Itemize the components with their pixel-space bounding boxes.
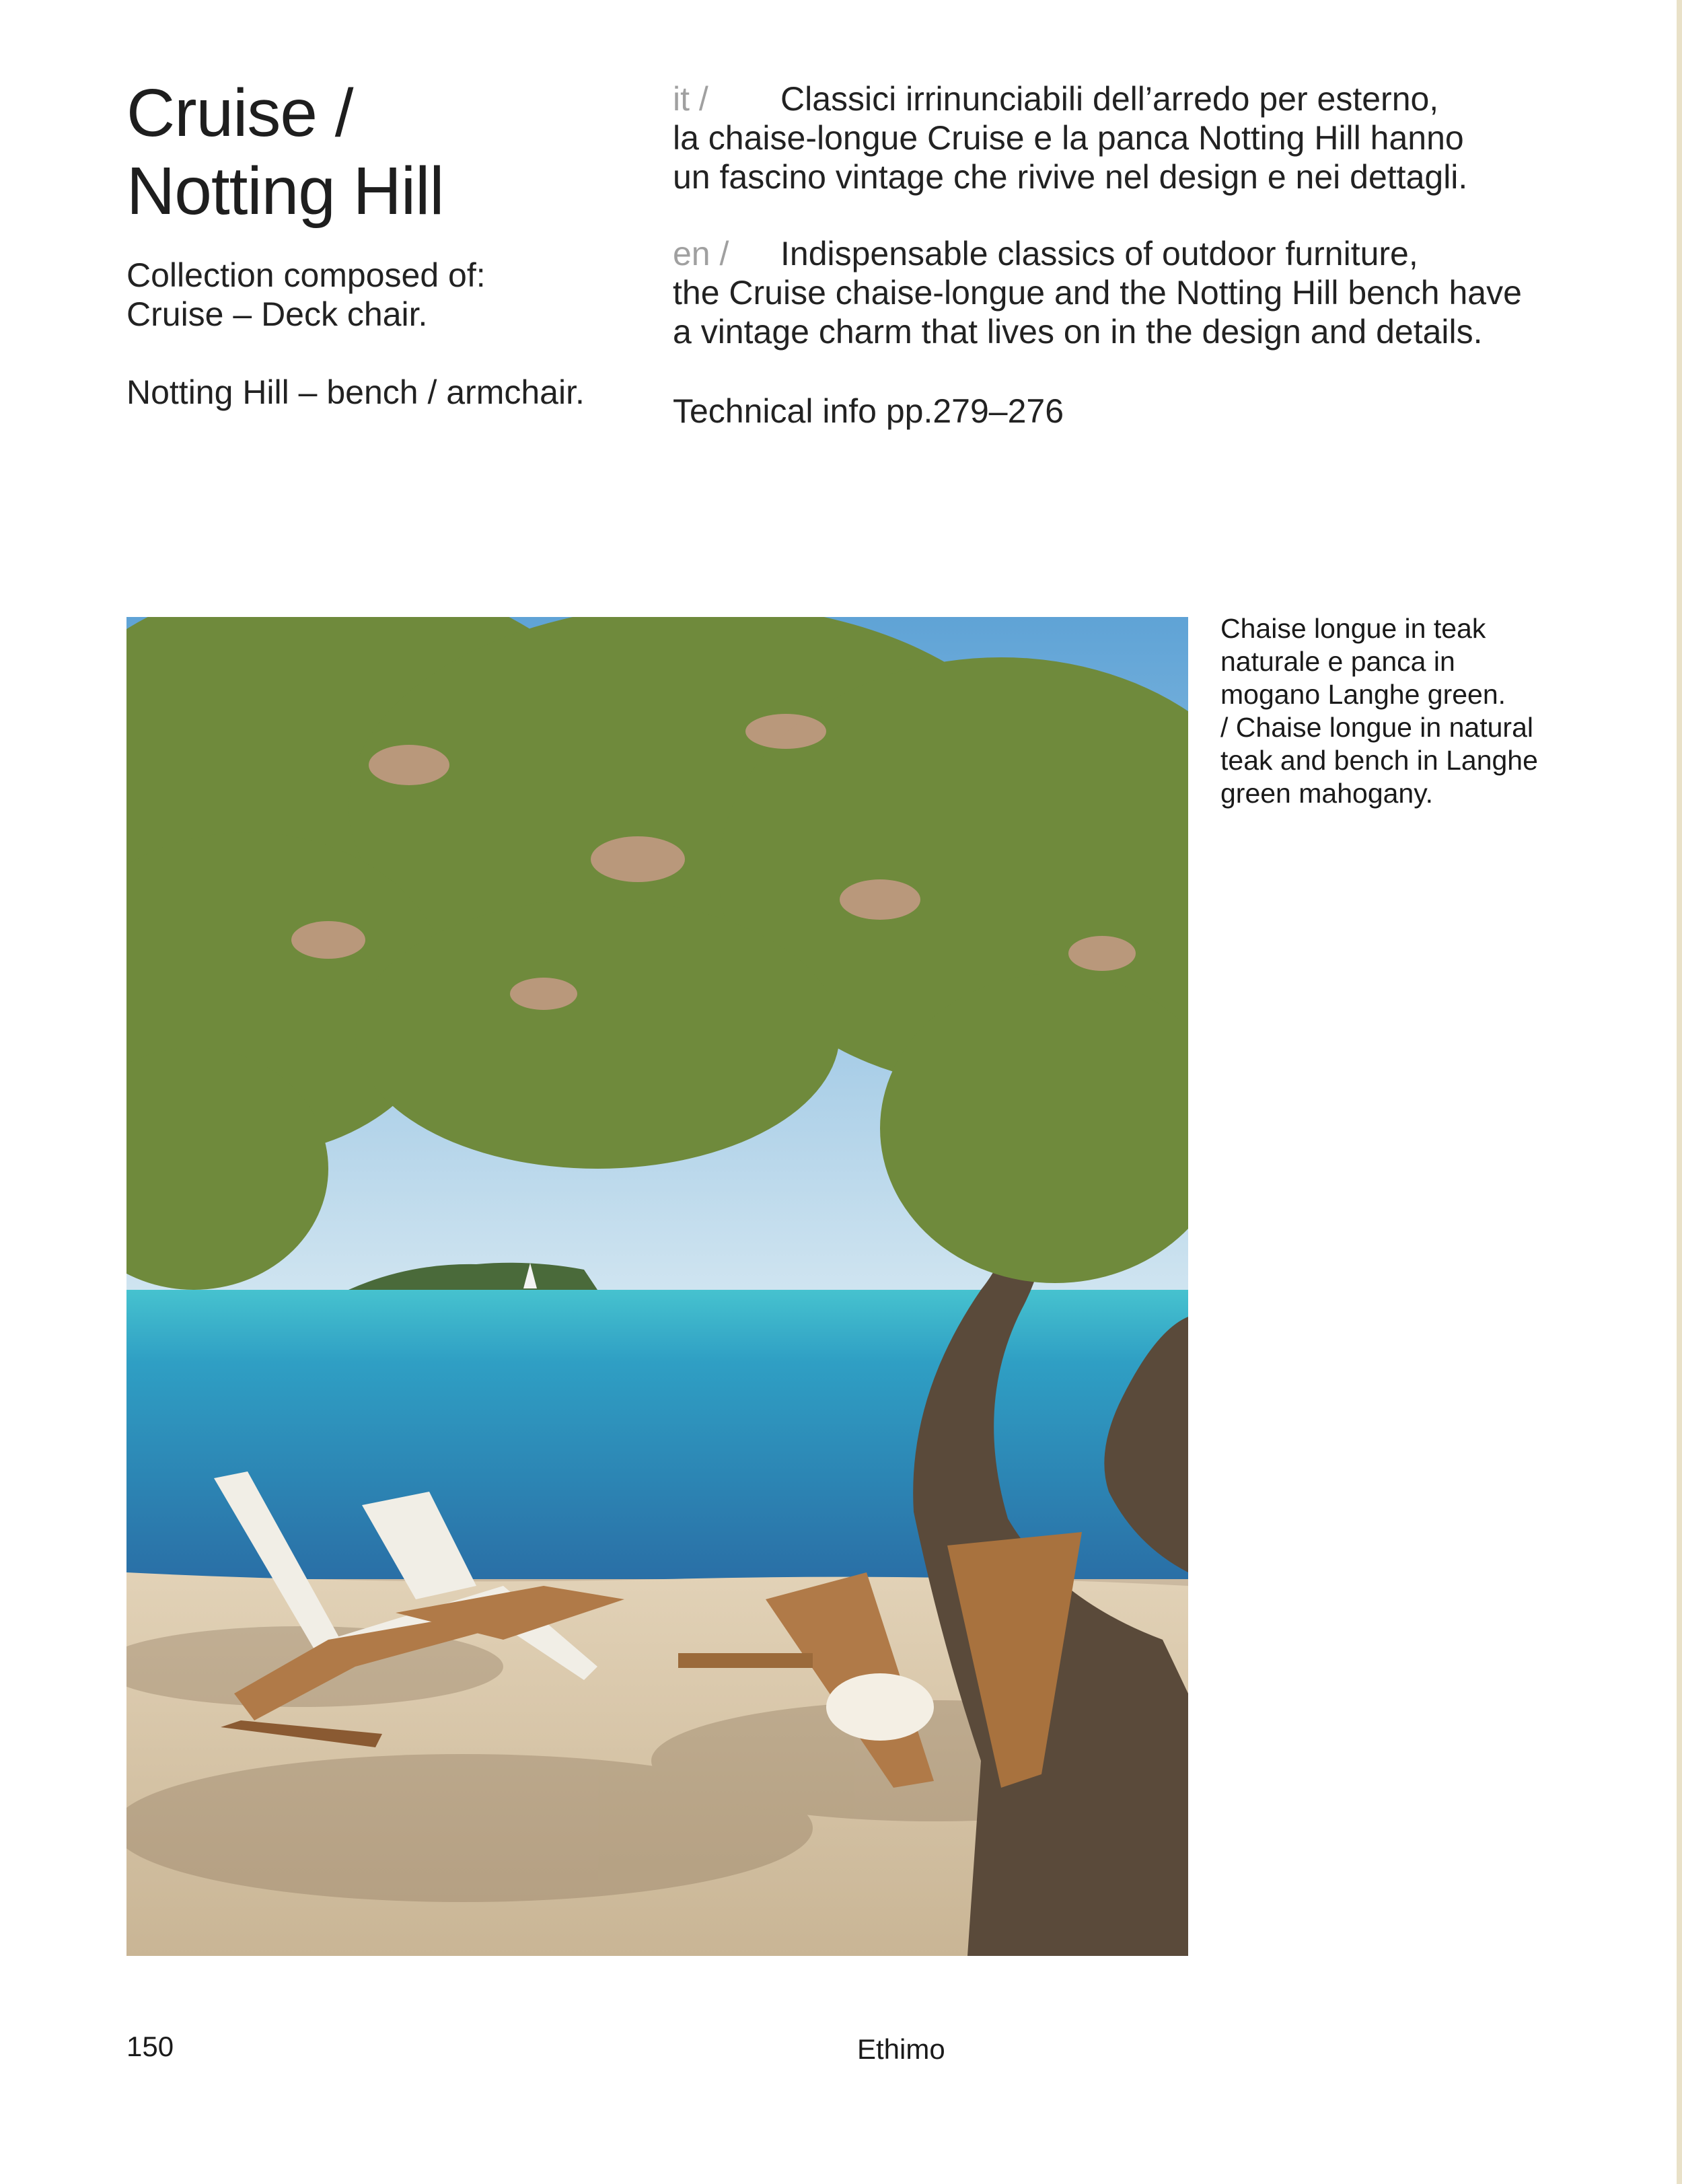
english-line-2: the Cruise chaise-longue and the Notting Hill bench have: [673, 274, 1522, 312]
page-title: [126, 74, 444, 230]
description-italian: [673, 79, 1588, 196]
page-edge: [1677, 0, 1682, 2184]
collection-composition: [126, 256, 638, 412]
italian-line-2: la chaise-longue Cruise e la panca Notting Hill hanno: [673, 119, 1464, 157]
caption-line-5: teak and bench in Langhe: [1220, 745, 1538, 776]
collection-item-cruise: Cruise – Deck chair.: [126, 295, 428, 333]
lang-label-en: en /: [673, 235, 729, 272]
photo-caption: [1220, 612, 1597, 810]
beach-scene-illustration: [126, 617, 1188, 1956]
caption-line-4: / Chaise longue in natural: [1220, 712, 1533, 743]
page-number: 150: [126, 2031, 174, 2062]
title-line-2: Notting Hill: [126, 153, 444, 229]
title-line-1: Cruise /: [126, 75, 353, 151]
description-column: [673, 79, 1588, 431]
description-english: [673, 234, 1588, 351]
caption-line-1: Chaise longue in teak: [1220, 613, 1486, 644]
lang-label-it: it /: [673, 80, 708, 118]
caption-line-6: green mahogany.: [1220, 778, 1434, 809]
sea: [126, 1290, 1188, 1579]
technical-info-reference: Technical info pp.279–276: [673, 392, 1064, 430]
english-text-1: Indispensable classics of outdoor furniture,: [780, 235, 1418, 272]
italian-text-1: Classici irrinunciabili dell’arredo per esterno,: [780, 80, 1439, 118]
english-line-1: [673, 234, 1588, 273]
caption-line-3: mogano Langhe green.: [1220, 679, 1506, 710]
caption-line-2: naturale e panca in: [1220, 646, 1455, 677]
beach-photo: [126, 617, 1188, 1956]
collection-heading: Collection composed of:: [126, 256, 486, 294]
brand-name: Ethimo: [857, 2033, 945, 2065]
italian-line-1: [673, 79, 1588, 118]
english-line-3: a vintage charm that lives on in the design and details.: [673, 313, 1483, 351]
italian-line-3: un fascino vintage che rivive nel design e nei dettagli.: [673, 158, 1468, 196]
collection-item-notting-hill: Notting Hill – bench / armchair.: [126, 373, 585, 411]
